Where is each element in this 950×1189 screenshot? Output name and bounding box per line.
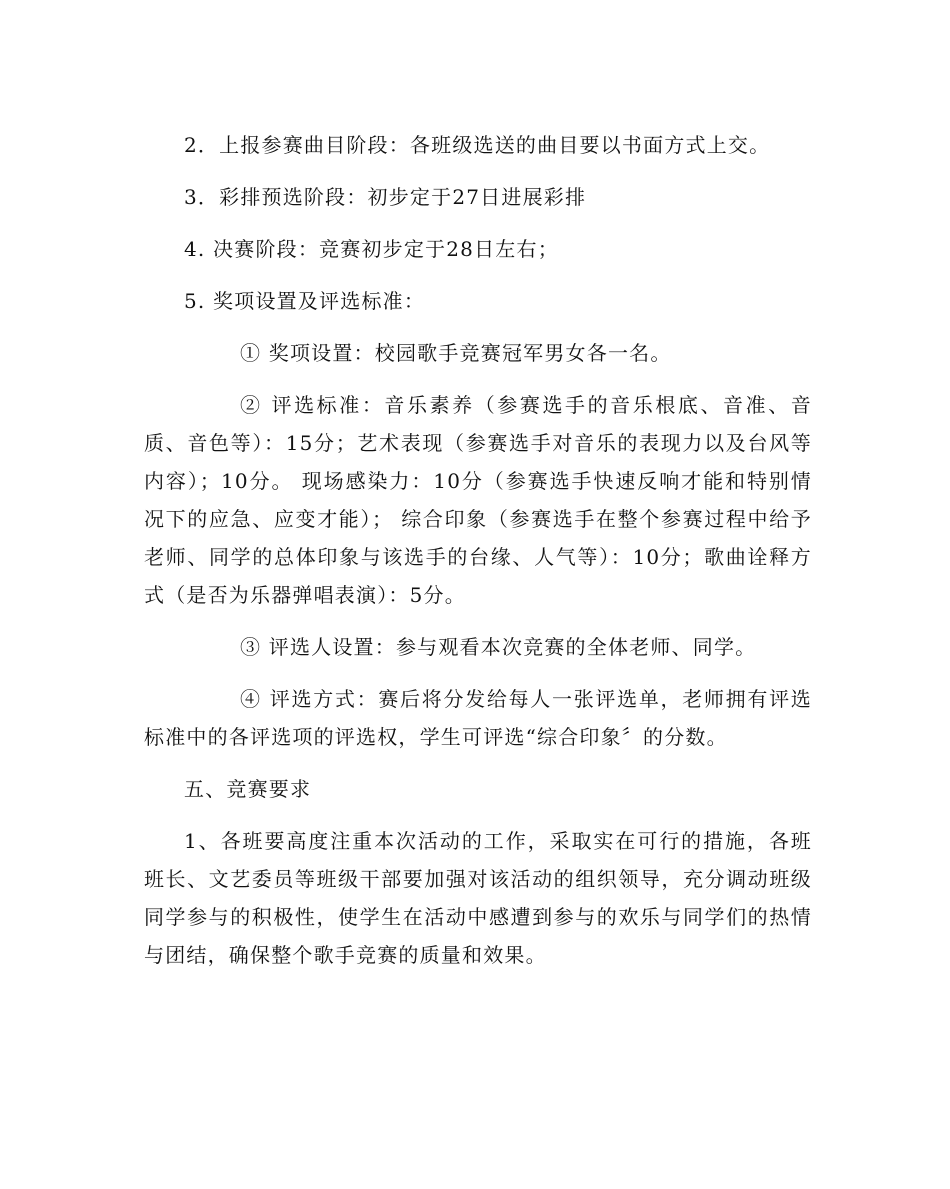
paragraph-stage-3: 3．彩排预选阶段：初步定于27日进展彩排 [184,185,587,209]
paragraph-criteria: ② 评选标准：音乐素养（参赛选手的音乐根底、音准、音质、音色等）：15分；艺术表现（参赛选手对音乐的表现力以及台风等内容）；10分。 现场感染力：10分（参赛选手快速反响才能和特别情况下的应急、应变才能）； 综合印象（参赛选手在整个参赛过程中给予老师、同学的总体印象与该选手的台缘、人气等）：10分；歌曲诠释方式（是否为乐器弹唱表演）：5分。 [144,393,812,607]
paragraph-stage-5: 5. 奖项设置及评选标准： [184,289,426,313]
paragraph-requirement-1: 1、各班要高度注重本次活动的工作，采取实在可行的措施，各班班长、文艺委员等班级干部要加强对该活动的组织领导，充分调动班级同学参与的积极性，使学生在活动中感遭到参与的欢乐与同学们的热情与团结，确保整个歌手竞赛的质量和效果。 [144,829,812,967]
paragraph-method: ④ 评选方式：赛后将分发给每人一张评选单，老师拥有评选标准中的各评选项的评选权，学生可评选“综合印象〞的分数。 [144,687,812,749]
paragraph-award-setting: ① 奖项设置：校园歌手竞赛冠军男女各一名。 [240,341,672,365]
paragraph-stage-4: 4. 决赛阶段：竞赛初步定于28日左右； [184,237,559,261]
section-heading-requirements: 五、竞赛要求 [184,777,312,801]
paragraph-judges: ③ 评选人设置：参与观看本次竞赛的全体老师、同学。 [240,635,757,659]
document-body [144,126,812,974]
paragraph-stage-2: 2．上报参赛曲目阶段：各班级选送的曲目要以书面方式上交。 [184,133,771,157]
